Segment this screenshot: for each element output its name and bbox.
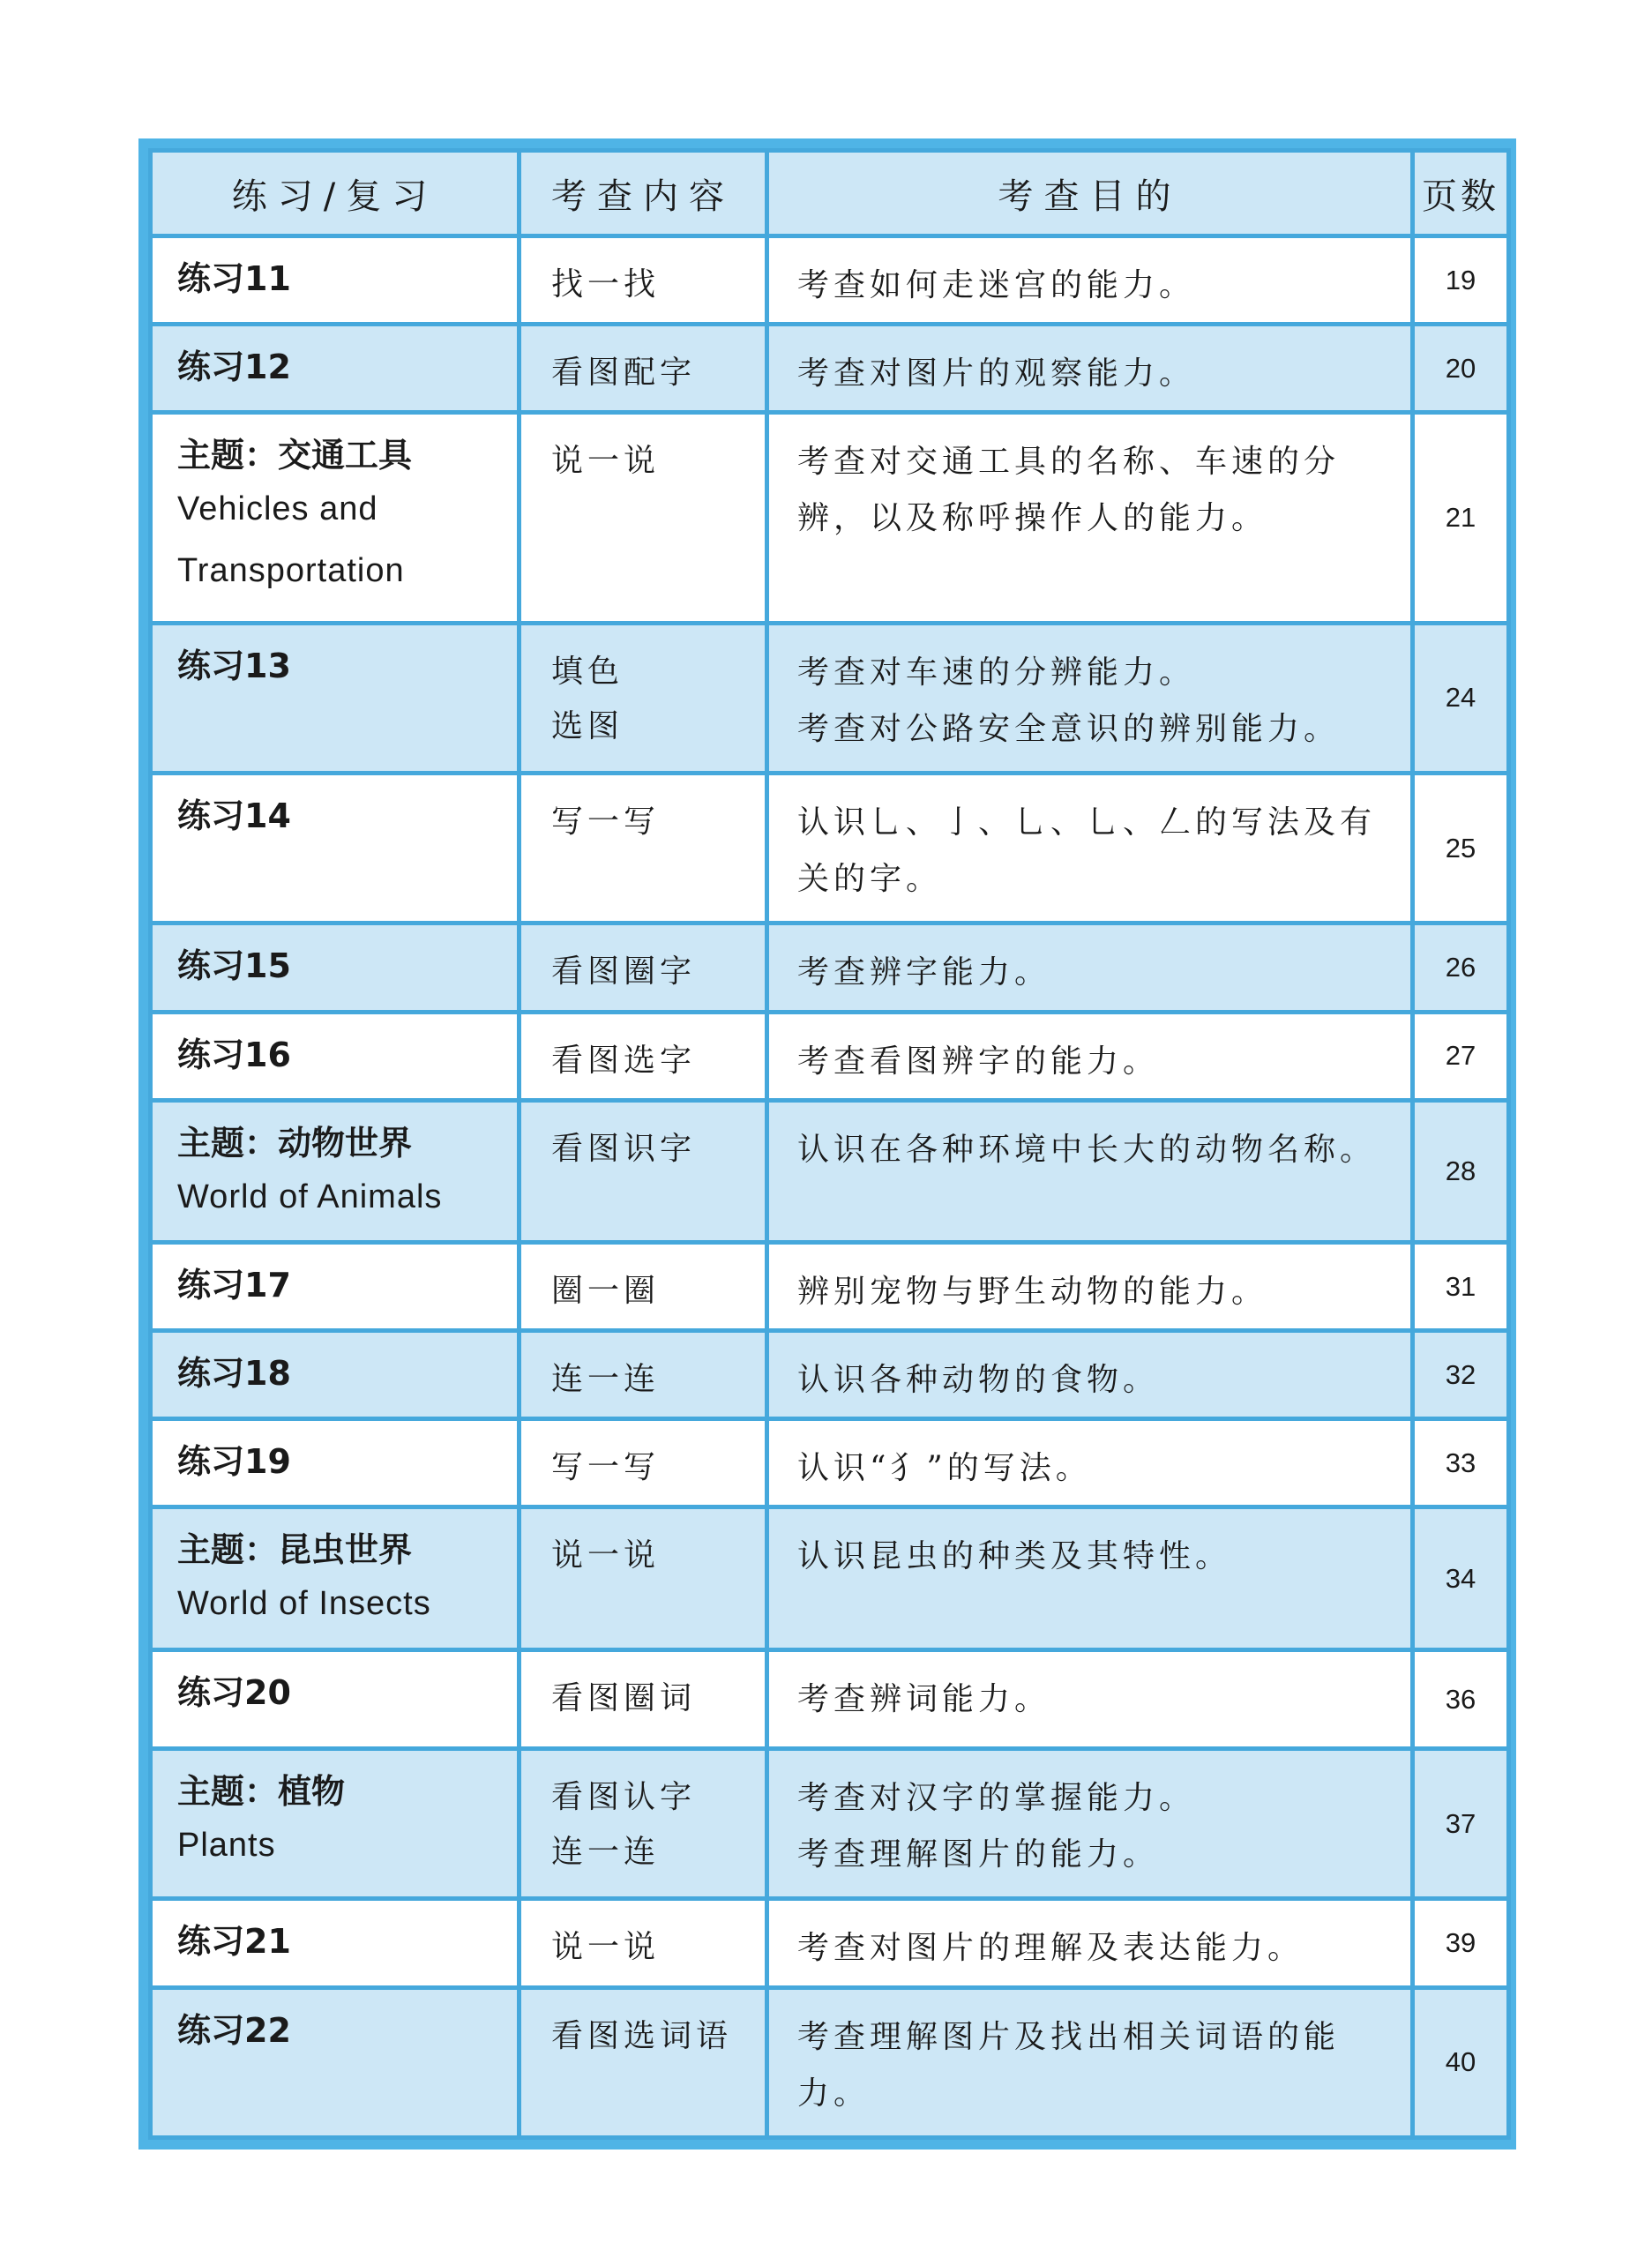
aim-text: 认识“犭”的写法。 xyxy=(797,1450,1092,1487)
exercise-name-cell xyxy=(151,1100,520,1243)
page-number: 34 xyxy=(1413,1507,1509,1650)
content-cell xyxy=(520,1100,767,1243)
page-number: 36 xyxy=(1413,1649,1509,1748)
aim-text: 考查辨词能力。 xyxy=(797,1680,1051,1717)
exercise-name: 练习22 xyxy=(177,2010,291,2050)
table-row xyxy=(151,623,1509,773)
table-row xyxy=(151,774,1509,923)
content-text: 说一说 xyxy=(551,443,661,480)
table-row xyxy=(151,325,1509,413)
content-cell xyxy=(520,623,767,773)
content-text: 连一连 xyxy=(551,1834,661,1871)
table-row xyxy=(151,1012,1509,1100)
exercise-name-cell xyxy=(151,774,520,923)
exercise-name: 练习19 xyxy=(177,1442,291,1482)
aim-cell xyxy=(767,1987,1413,2137)
aim-text: 考查理解图片的能力。 xyxy=(797,1836,1160,1873)
page-number: 24 xyxy=(1413,623,1509,773)
exercise-name: 练习11 xyxy=(177,259,291,298)
table-row xyxy=(151,236,1509,325)
exercise-name-cell xyxy=(151,923,520,1012)
table-row xyxy=(151,1749,1509,1899)
exercise-name-english: World of Animals xyxy=(177,1178,443,1215)
aim-cell xyxy=(767,236,1413,325)
content-text: 看图选词语 xyxy=(551,2017,733,2054)
exercise-name: 练习15 xyxy=(177,946,291,986)
exercise-name-cell xyxy=(151,325,520,413)
aim-text: 认识昆虫的种类及其特性。 xyxy=(797,1538,1232,1575)
aim-cell xyxy=(767,1012,1413,1100)
exercise-name: 练习12 xyxy=(177,348,291,387)
content-cell xyxy=(520,1987,767,2137)
content-text: 看图识字 xyxy=(551,1130,697,1167)
aim-cell xyxy=(767,1243,1413,1331)
header-content: 考查内容 xyxy=(520,151,767,236)
content-cell xyxy=(520,236,767,325)
content-cell xyxy=(520,1749,767,1899)
content-text: 写一写 xyxy=(551,804,661,841)
content-cell xyxy=(520,1649,767,1748)
aim-cell xyxy=(767,325,1413,413)
content-text: 填色 xyxy=(551,653,624,690)
header-aim: 考查目的 xyxy=(767,151,1413,236)
page-number: 31 xyxy=(1413,1243,1509,1331)
table-row xyxy=(151,1243,1509,1331)
page-number: 37 xyxy=(1413,1749,1509,1899)
content-cell xyxy=(520,923,767,1012)
content-text: 看图选字 xyxy=(551,1042,697,1079)
exercise-name-cell xyxy=(151,1243,520,1331)
aim-cell xyxy=(767,1899,1413,1987)
exercise-name-cell xyxy=(151,236,520,325)
aim-cell xyxy=(767,1507,1413,1650)
aim-text: 考查对图片的理解及表达能力。 xyxy=(797,1930,1304,1967)
aim-text: 认识在各种环境中长大的动物名称。 xyxy=(797,1131,1377,1168)
table-row xyxy=(151,1419,1509,1507)
content-cell xyxy=(520,1012,767,1100)
page-number: 25 xyxy=(1413,774,1509,923)
page-number: 28 xyxy=(1413,1100,1509,1243)
table-row xyxy=(151,1331,1509,1419)
table-row xyxy=(151,923,1509,1012)
exercise-name: 练习21 xyxy=(177,1922,291,1962)
content-cell xyxy=(520,325,767,413)
page-number: 21 xyxy=(1413,413,1509,624)
content-text: 看图圈词 xyxy=(551,1679,697,1716)
aim-cell xyxy=(767,774,1413,923)
exercise-name-cell xyxy=(151,1749,520,1899)
aim-cell xyxy=(767,1100,1413,1243)
page-number: 40 xyxy=(1413,1987,1509,2137)
content-text: 说一说 xyxy=(551,1929,661,1966)
content-text: 看图圈字 xyxy=(551,953,697,991)
exercise-name: 练习18 xyxy=(177,1354,291,1394)
exercise-name: 主题：昆虫世界 xyxy=(177,1530,413,1570)
page-number: 39 xyxy=(1413,1899,1509,1987)
aim-text: 考查对公路安全意识的辨别能力。 xyxy=(797,710,1341,747)
exercise-name: 练习20 xyxy=(177,1672,291,1712)
aim-text: 考查理解图片及找出相关词语的能力。 xyxy=(797,2018,1341,2112)
aim-cell xyxy=(767,1331,1413,1419)
page-number: 33 xyxy=(1413,1419,1509,1507)
aim-cell xyxy=(767,1649,1413,1748)
exercise-name-cell xyxy=(151,1987,520,2137)
exercise-name: 练习16 xyxy=(177,1035,291,1074)
exercise-name-cell xyxy=(151,413,520,624)
header-page: 页数 xyxy=(1413,151,1509,236)
exercise-name-cell xyxy=(151,1331,520,1419)
content-cell xyxy=(520,1419,767,1507)
aim-text: 考查对车速的分辨能力。 xyxy=(797,654,1196,691)
aim-cell xyxy=(767,623,1413,773)
table-row xyxy=(151,1100,1509,1243)
page-number: 20 xyxy=(1413,325,1509,413)
exercise-name: 主题：动物世界 xyxy=(177,1123,413,1163)
exercise-name: 练习13 xyxy=(177,646,291,685)
aim-cell xyxy=(767,413,1413,624)
aim-cell xyxy=(767,923,1413,1012)
table-row xyxy=(151,1649,1509,1748)
content-text: 说一说 xyxy=(551,1537,661,1574)
header-exercise: 练习/复习 xyxy=(151,151,520,236)
exercise-name: 练习17 xyxy=(177,1266,291,1305)
table-row xyxy=(151,1507,1509,1650)
aim-text: 考查对汉字的掌握能力。 xyxy=(797,1780,1196,1817)
toc-table xyxy=(148,148,1511,2140)
exercise-name-english: World of Insects xyxy=(177,1585,431,1623)
aim-text: 考查看图辨字的能力。 xyxy=(797,1043,1160,1080)
content-text: 找一找 xyxy=(551,266,661,303)
aim-text: 考查如何走迷宫的能力。 xyxy=(797,267,1196,303)
exercise-name: 练习14 xyxy=(177,796,291,836)
aim-text: 认识⺃、亅、乚、乚、𠃋的写法及有关的字。 xyxy=(797,804,1377,898)
exercise-name-english: Vehicles and Transportation xyxy=(177,490,405,590)
exercise-name-english: Plants xyxy=(177,1827,276,1865)
page-number: 19 xyxy=(1413,236,1509,325)
content-cell xyxy=(520,1243,767,1331)
table-row xyxy=(151,1987,1509,2137)
exercise-name-cell xyxy=(151,623,520,773)
aim-text: 考查对图片的观察能力。 xyxy=(797,355,1196,393)
content-cell xyxy=(520,413,767,624)
aim-text: 认识各种动物的食物。 xyxy=(797,1362,1160,1399)
exercise-name: 主题：交通工具 xyxy=(177,436,413,475)
table-header-row xyxy=(151,151,1509,236)
exercise-name-cell xyxy=(151,1507,520,1650)
page-number: 26 xyxy=(1413,923,1509,1012)
content-cell xyxy=(520,774,767,923)
content-text: 写一写 xyxy=(551,1449,661,1486)
content-cell xyxy=(520,1507,767,1650)
aim-text: 考查对交通工具的名称、车速的分辨，以及称呼操作人的能力。 xyxy=(797,444,1341,537)
content-cell xyxy=(520,1331,767,1419)
page-number: 32 xyxy=(1413,1331,1509,1419)
page-number: 27 xyxy=(1413,1012,1509,1100)
content-text: 圈一圈 xyxy=(551,1273,661,1310)
content-text: 连一连 xyxy=(551,1361,661,1398)
aim-cell xyxy=(767,1749,1413,1899)
content-text: 看图配字 xyxy=(551,355,697,392)
aim-text: 考查辨字能力。 xyxy=(797,954,1051,991)
toc-table-frame xyxy=(138,138,1516,2150)
aim-cell xyxy=(767,1419,1413,1507)
exercise-name: 主题：植物 xyxy=(177,1772,346,1812)
content-text: 看图认字 xyxy=(551,1779,697,1816)
exercise-name-cell xyxy=(151,1899,520,1987)
exercise-name-cell xyxy=(151,1419,520,1507)
exercise-name-cell xyxy=(151,1649,520,1748)
aim-text: 辨别宠物与野生动物的能力。 xyxy=(797,1274,1268,1311)
content-cell xyxy=(520,1899,767,1987)
table-row xyxy=(151,1899,1509,1987)
content-text: 选图 xyxy=(551,707,624,744)
table-row xyxy=(151,413,1509,624)
exercise-name-cell xyxy=(151,1012,520,1100)
